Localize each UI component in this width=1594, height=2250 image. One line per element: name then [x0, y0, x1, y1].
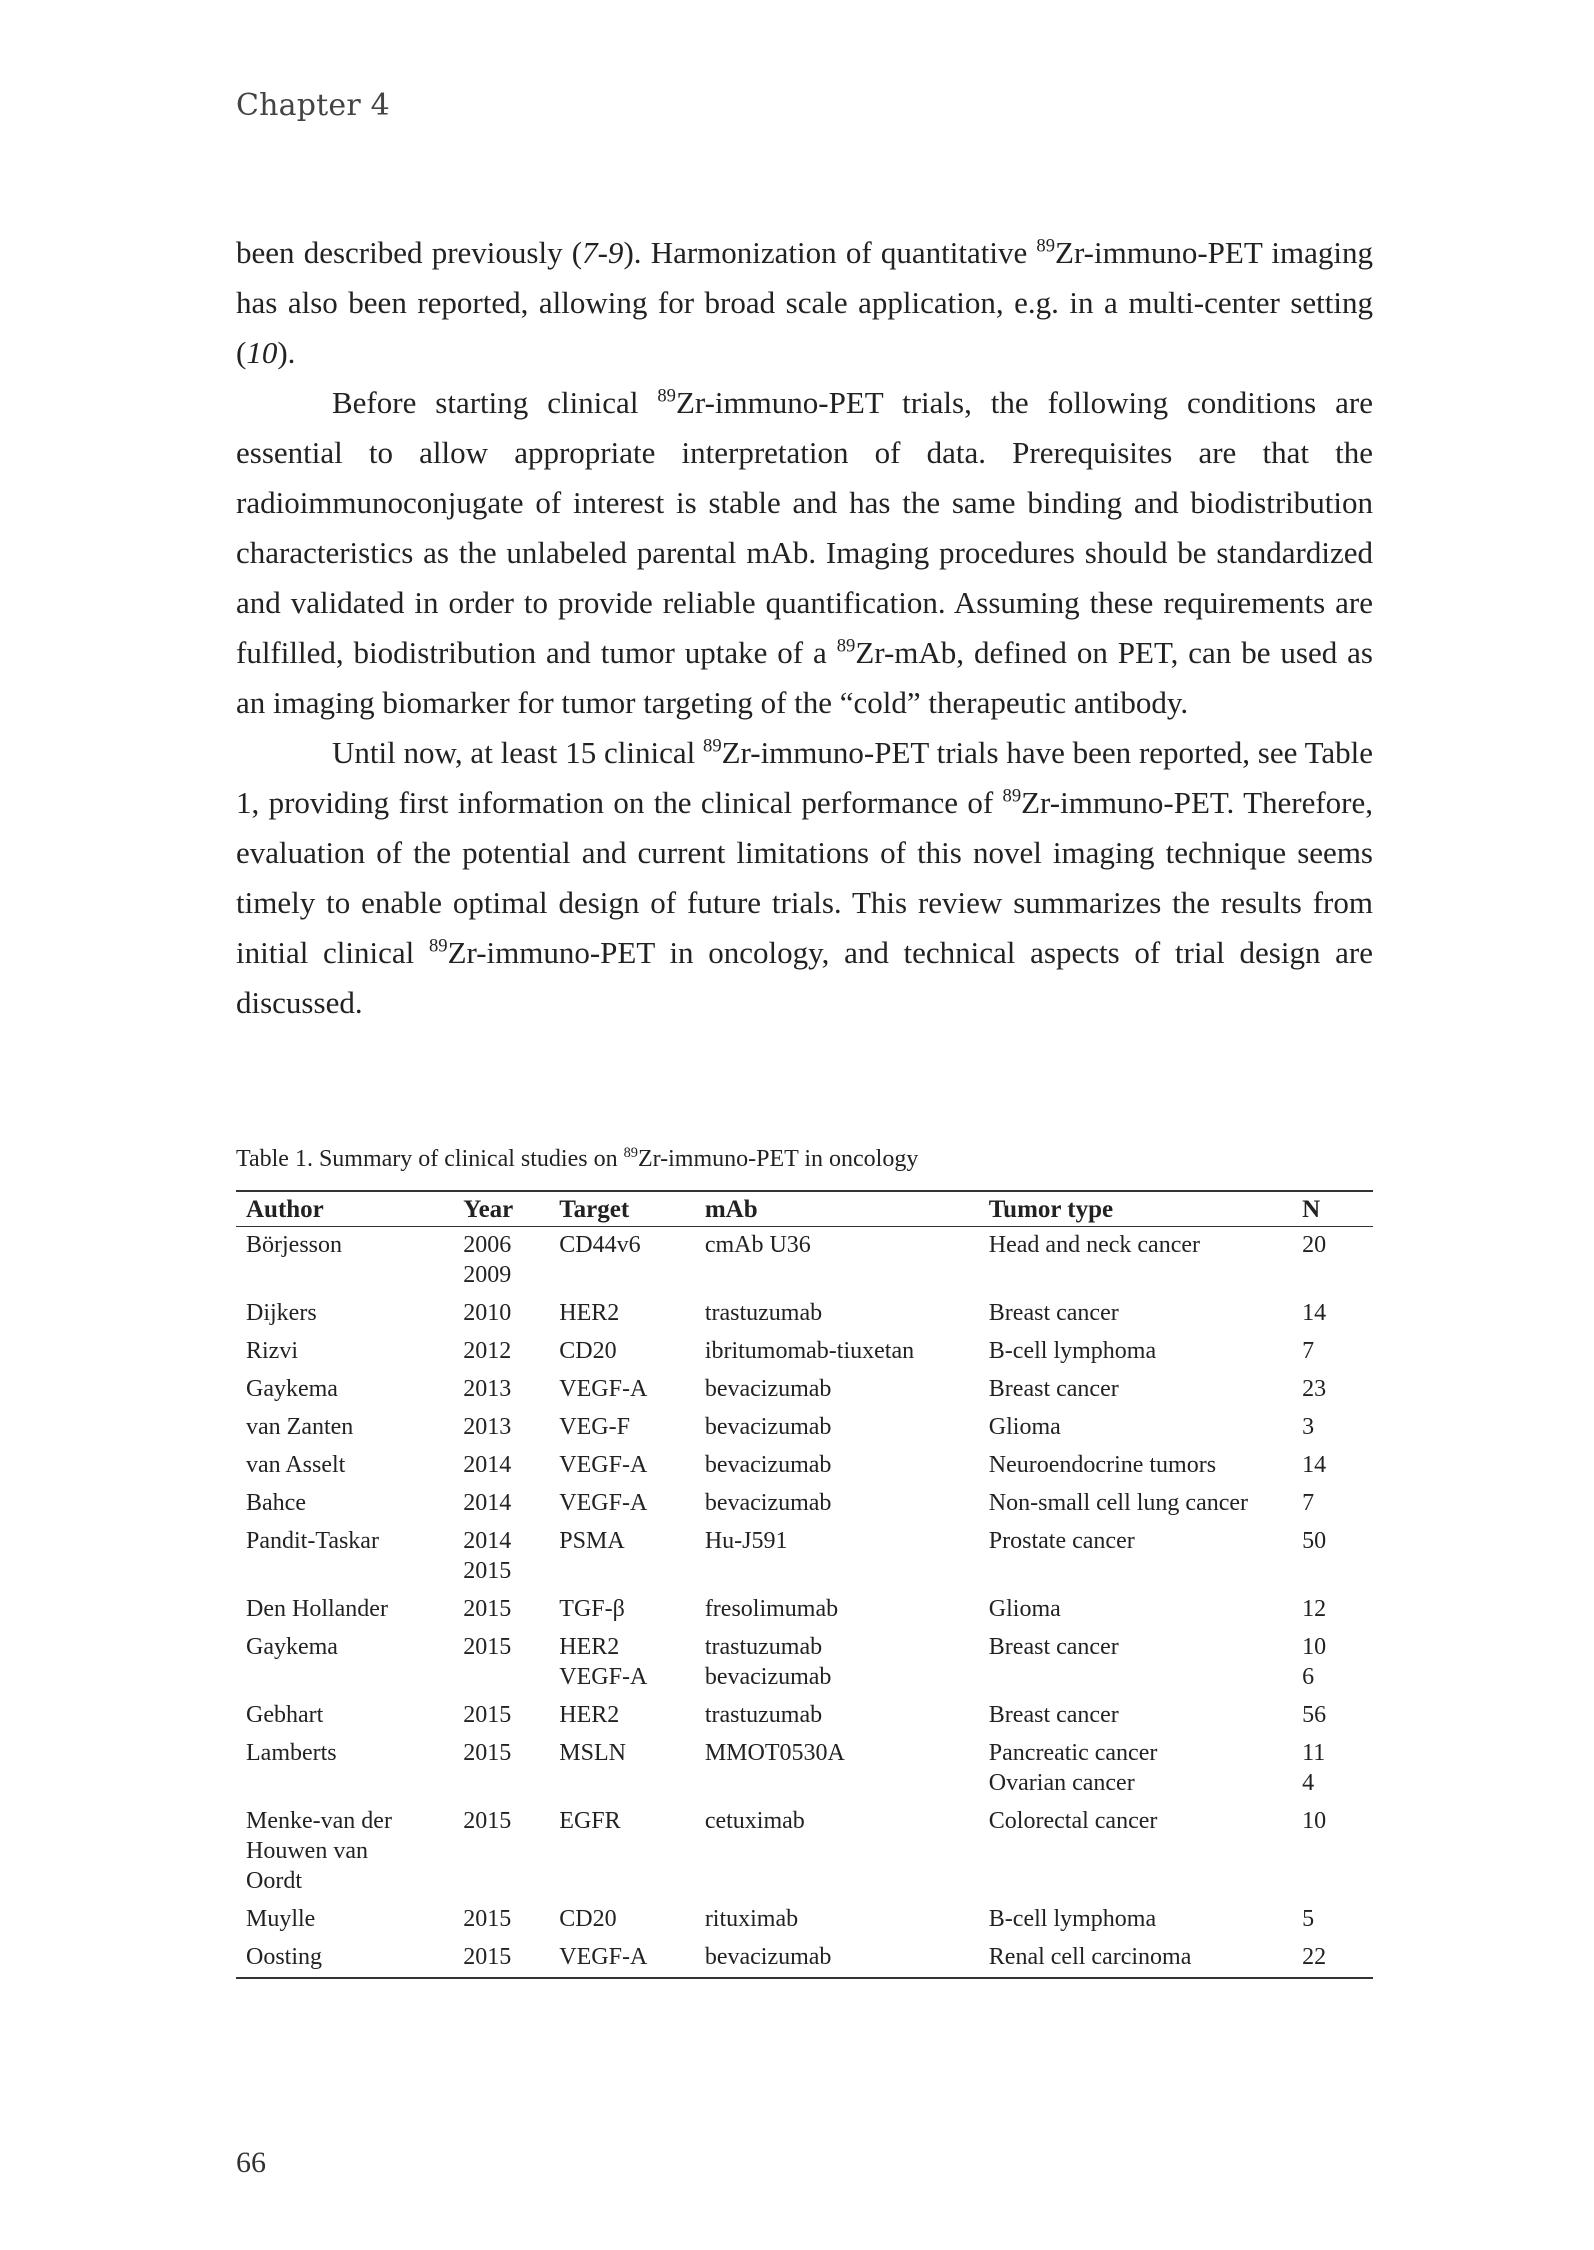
cell-line: TGF-β: [559, 1596, 625, 1622]
cell-line: Breast cancer: [988, 1376, 1119, 1402]
cell-line: bevacizumab: [704, 1414, 832, 1440]
cell-line: 2015: [463, 1740, 512, 1766]
cell-target: [549, 1485, 695, 1523]
cell-line: 14: [1302, 1452, 1327, 1478]
table-row: [236, 1939, 1373, 1978]
cell-line: 6: [1302, 1664, 1315, 1690]
cell-n: [1292, 1735, 1373, 1803]
cell-line: Breast cancer: [988, 1300, 1119, 1326]
cell-n: [1292, 1697, 1373, 1735]
text-run: Before starting clinical: [332, 385, 658, 420]
superscript: 89: [428, 935, 448, 957]
cell-mab: [695, 1409, 979, 1447]
header-author: Author: [236, 1191, 453, 1227]
cell-line: CD20: [559, 1906, 617, 1932]
cell-line: 2015: [463, 1634, 512, 1660]
cell-year: [453, 1227, 549, 1296]
table-body: [236, 1227, 1373, 1979]
cell-n: [1292, 1227, 1373, 1296]
cell-year: [453, 1629, 549, 1697]
header-n: N: [1292, 1191, 1373, 1227]
cell-line: 2009: [463, 1262, 512, 1288]
table-row: [236, 1901, 1373, 1939]
superscript: 89: [1002, 785, 1022, 807]
cell-line: 2015: [463, 1558, 512, 1584]
cell-line: VEGF-A: [559, 1664, 648, 1690]
cell-line: van Zanten: [246, 1414, 354, 1440]
cell-line: 3: [1302, 1414, 1315, 1440]
cell-author: [236, 1591, 453, 1629]
cell-mab: [695, 1735, 979, 1803]
cell-n: [1292, 1295, 1373, 1333]
cell-line: 2012: [463, 1338, 512, 1364]
cell-line: VEGF-A: [559, 1944, 648, 1970]
text-run: Zr-immuno-PET trials have been reported, see Table 1, providing first information on the clinical performance of: [236, 735, 1374, 820]
table-row: [236, 1295, 1373, 1333]
cell-line: van Asselt: [246, 1452, 346, 1478]
body-text: [236, 228, 1373, 1028]
table-caption: [236, 1146, 918, 1173]
cell-line: 7: [1302, 1490, 1315, 1516]
cell-target: [549, 1803, 695, 1901]
cell-line: 10: [1302, 1634, 1327, 1660]
cell-line: cetuximab: [704, 1808, 805, 1834]
text-run: ).: [277, 335, 296, 370]
cell-author: [236, 1447, 453, 1485]
cell-author: [236, 1523, 453, 1591]
cell-year: [453, 1409, 549, 1447]
superscript: 89: [703, 735, 722, 757]
cell-tumor-type: [979, 1295, 1292, 1333]
cell-line: Muylle: [246, 1906, 316, 1932]
cell-n: [1292, 1901, 1373, 1939]
cell-line: 56: [1302, 1702, 1327, 1728]
cell-line: 2015: [463, 1944, 512, 1970]
cell-line: 2006: [463, 1232, 512, 1258]
cell-line: CD44v6: [559, 1232, 641, 1258]
table-row: [236, 1523, 1373, 1591]
cell-mab: [695, 1447, 979, 1485]
cell-line: VEGF-A: [559, 1452, 648, 1478]
cell-year: [453, 1295, 549, 1333]
studies-table: [236, 1190, 1373, 1979]
cell-line: 22: [1302, 1944, 1327, 1970]
cell-n: [1292, 1629, 1373, 1697]
cell-target: [549, 1227, 695, 1296]
cell-n: [1292, 1409, 1373, 1447]
superscript: 89: [1036, 235, 1056, 257]
cell-mab: [695, 1485, 979, 1523]
cell-line: 4: [1302, 1770, 1315, 1796]
cell-line: HER2: [559, 1634, 620, 1660]
cell-line: Prostate cancer: [988, 1528, 1135, 1554]
cell-target: [549, 1939, 695, 1978]
cell-line: MMOT0530A: [704, 1740, 845, 1766]
header-year: Year: [453, 1191, 549, 1227]
cell-mab: [695, 1803, 979, 1901]
cell-year: [453, 1333, 549, 1371]
cell-mab: [695, 1371, 979, 1409]
cell-line: 12: [1302, 1596, 1327, 1622]
cell-year: [453, 1939, 549, 1978]
cell-line: 2014: [463, 1490, 512, 1516]
cell-author: [236, 1295, 453, 1333]
table-row: [236, 1697, 1373, 1735]
cell-target: [549, 1409, 695, 1447]
cell-line: Börjesson: [246, 1232, 342, 1258]
cell-line: 11: [1302, 1740, 1326, 1766]
cell-target: [549, 1901, 695, 1939]
cell-author: [236, 1371, 453, 1409]
cell-line: Lamberts: [246, 1740, 337, 1766]
cell-line: Menke-van der: [246, 1808, 392, 1834]
cell-tumor-type: [979, 1523, 1292, 1591]
cell-line: 2010: [463, 1300, 512, 1326]
cell-line: Glioma: [988, 1596, 1061, 1622]
cell-mab: [695, 1333, 979, 1371]
cell-author: [236, 1901, 453, 1939]
cell-line: Gaykema: [246, 1376, 338, 1402]
table-row: [236, 1735, 1373, 1803]
table-caption-suffix: Zr-immuno-PET in oncology: [637, 1146, 919, 1172]
cell-line: trastuzumab: [704, 1702, 823, 1728]
cell-line: bevacizumab: [704, 1376, 832, 1402]
cell-line: bevacizumab: [704, 1664, 832, 1690]
cell-line: 7: [1302, 1338, 1315, 1364]
cell-line: VEG-F: [559, 1414, 630, 1440]
cell-target: [549, 1371, 695, 1409]
table-caption-superscript: 89: [623, 1145, 638, 1161]
cell-line: VEGF-A: [559, 1376, 648, 1402]
cell-line: Den Hollander: [246, 1596, 388, 1622]
paragraph: [236, 728, 1373, 1028]
cell-line: 20: [1302, 1232, 1327, 1258]
cell-line: Non-small cell lung cancer: [988, 1490, 1249, 1516]
cell-year: [453, 1591, 549, 1629]
cell-year: [453, 1485, 549, 1523]
cell-mab: [695, 1901, 979, 1939]
cell-tumor-type: [979, 1735, 1292, 1803]
cell-tumor-type: [979, 1409, 1292, 1447]
cell-author: [236, 1697, 453, 1735]
cell-line: cmAb U36: [704, 1232, 811, 1258]
cell-line: 2015: [463, 1906, 512, 1932]
header-tumor-type: Tumor type: [979, 1191, 1292, 1227]
cell-line: MSLN: [559, 1740, 626, 1766]
header-mab: mAb: [695, 1191, 979, 1227]
cell-line: bevacizumab: [704, 1944, 832, 1970]
cell-line: Ovarian cancer: [988, 1770, 1135, 1796]
cell-line: 2013: [463, 1376, 512, 1402]
cell-mab: [695, 1629, 979, 1697]
cell-author: [236, 1333, 453, 1371]
cell-target: [549, 1523, 695, 1591]
cell-target: [549, 1333, 695, 1371]
cell-author: [236, 1939, 453, 1978]
cell-line: Head and neck cancer: [988, 1232, 1200, 1258]
cell-line: PSMA: [559, 1528, 625, 1554]
cell-line: bevacizumab: [704, 1452, 832, 1478]
text-run: Zr-immuno-PET imaging has also been reported, allowing for broad scale application, e.g. in a multi-center setting (: [236, 235, 1373, 370]
cell-mab: [695, 1227, 979, 1296]
cell-author: [236, 1485, 453, 1523]
cell-line: ibritumomab-tiuxetan: [704, 1338, 915, 1364]
table-row: [236, 1371, 1373, 1409]
table-row: [236, 1227, 1373, 1296]
cell-line: HER2: [559, 1702, 620, 1728]
cell-author: [236, 1629, 453, 1697]
table-row: [236, 1629, 1373, 1697]
paragraph: [236, 228, 1373, 378]
cell-line: 2015: [463, 1596, 512, 1622]
cell-target: [549, 1735, 695, 1803]
cell-tumor-type: [979, 1629, 1292, 1697]
cell-line: Pancreatic cancer: [988, 1740, 1158, 1766]
cell-year: [453, 1803, 549, 1901]
cell-line: 5: [1302, 1906, 1315, 1932]
cell-n: [1292, 1333, 1373, 1371]
text-run: been described previously (: [236, 235, 583, 270]
cell-n: [1292, 1485, 1373, 1523]
cell-year: [453, 1447, 549, 1485]
superscript: 89: [836, 635, 856, 657]
cell-line: Breast cancer: [988, 1634, 1119, 1660]
cell-line: 2014: [463, 1528, 512, 1554]
table-row: [236, 1803, 1373, 1901]
table-row: [236, 1591, 1373, 1629]
cell-n: [1292, 1939, 1373, 1978]
italic-citation: 7-9: [582, 235, 624, 270]
paragraph: [236, 378, 1373, 728]
cell-line: Bahce: [246, 1490, 306, 1516]
cell-line: 50: [1302, 1528, 1327, 1554]
header-target: Target: [549, 1191, 695, 1227]
cell-n: [1292, 1803, 1373, 1901]
cell-line: Gaykema: [246, 1634, 338, 1660]
cell-line: Oordt: [246, 1868, 302, 1894]
cell-n: [1292, 1591, 1373, 1629]
cell-mab: [695, 1295, 979, 1333]
cell-line: 2014: [463, 1452, 512, 1478]
cell-target: [549, 1295, 695, 1333]
cell-target: [549, 1447, 695, 1485]
text-run: ). Harmonization of quantitative: [623, 235, 1037, 270]
cell-line: Houwen van: [246, 1838, 368, 1864]
cell-year: [453, 1523, 549, 1591]
cell-n: [1292, 1447, 1373, 1485]
cell-line: 14: [1302, 1300, 1327, 1326]
cell-mab: [695, 1523, 979, 1591]
text-run: Zr-immuno-PET in oncology, and technical aspects of trial design are discussed.: [236, 935, 1373, 1020]
cell-line: B-cell lymphoma: [988, 1338, 1157, 1364]
cell-target: [549, 1591, 695, 1629]
cell-line: VEGF-A: [559, 1490, 648, 1516]
cell-tumor-type: [979, 1333, 1292, 1371]
table-row: [236, 1333, 1373, 1371]
text-run: Zr-mAb, defined on PET, can be used as an imaging biomarker for tumor targeting of the “cold” therapeutic antibody.: [236, 635, 1373, 720]
cell-line: fresolimumab: [704, 1596, 839, 1622]
table-header-row: [236, 1191, 1373, 1227]
cell-line: CD20: [559, 1338, 617, 1364]
italic-citation: 10: [246, 335, 278, 370]
cell-line: 2015: [463, 1702, 512, 1728]
cell-line: EGFR: [559, 1808, 621, 1834]
table-row: [236, 1409, 1373, 1447]
cell-year: [453, 1735, 549, 1803]
cell-mab: [695, 1697, 979, 1735]
cell-mab: [695, 1939, 979, 1978]
cell-line: Glioma: [988, 1414, 1061, 1440]
cell-line: Neuroendocrine tumors: [988, 1452, 1217, 1478]
cell-tumor-type: [979, 1591, 1292, 1629]
cell-line: bevacizumab: [704, 1490, 832, 1516]
cell-author: [236, 1227, 453, 1296]
cell-line: 2013: [463, 1414, 512, 1440]
cell-mab: [695, 1591, 979, 1629]
cell-target: [549, 1629, 695, 1697]
text-run: Until now, at least 15 clinical: [332, 735, 704, 770]
cell-line: 10: [1302, 1808, 1327, 1834]
cell-tumor-type: [979, 1447, 1292, 1485]
cell-line: Dijkers: [246, 1300, 317, 1326]
cell-line: 2015: [463, 1808, 512, 1834]
cell-tumor-type: [979, 1485, 1292, 1523]
cell-tumor-type: [979, 1371, 1292, 1409]
cell-line: trastuzumab: [704, 1300, 823, 1326]
cell-line: HER2: [559, 1300, 620, 1326]
cell-line: Rizvi: [246, 1338, 298, 1364]
cell-line: Hu-J591: [704, 1528, 788, 1554]
cell-year: [453, 1371, 549, 1409]
cell-line: Renal cell carcinoma: [988, 1944, 1192, 1970]
cell-line: Gebhart: [246, 1702, 324, 1728]
cell-tumor-type: [979, 1803, 1292, 1901]
cell-author: [236, 1409, 453, 1447]
cell-line: Breast cancer: [988, 1702, 1119, 1728]
table-caption-prefix: Table 1. Summary of clinical studies on: [236, 1146, 624, 1172]
table-row: [236, 1485, 1373, 1523]
cell-tumor-type: [979, 1227, 1292, 1296]
cell-n: [1292, 1371, 1373, 1409]
cell-line: 23: [1302, 1376, 1327, 1402]
cell-author: [236, 1735, 453, 1803]
cell-line: trastuzumab: [704, 1634, 823, 1660]
running-head: Chapter 4: [236, 88, 390, 123]
cell-tumor-type: [979, 1901, 1292, 1939]
cell-line: Oosting: [246, 1944, 323, 1970]
cell-line: Colorectal cancer: [988, 1808, 1158, 1834]
cell-n: [1292, 1523, 1373, 1591]
page-number: 66: [236, 2146, 266, 2179]
superscript: 89: [657, 385, 676, 407]
text-run: Zr-immuno-PET trials, the following conditions are essential to allow appropriate interpretation of data. Prerequisites are that the radioimmunoconjugate of interest is stable and has the same binding and biodistribution characteristics as the unlabeled parental mAb. Imaging procedures should be standardized and validated in order to provide reliable quantification. Assuming these requirements are fulfilled, biodistribution and tumor uptake of a: [236, 385, 1373, 670]
cell-author: [236, 1803, 453, 1901]
cell-line: Pandit-Taskar: [246, 1528, 379, 1554]
text-run: Zr-immuno-PET. Therefore, evaluation of the potential and current limitations of this novel imaging technique seems timely to enable optimal design of future trials. This review summarizes the results from initial clinical: [236, 785, 1374, 970]
cell-year: [453, 1697, 549, 1735]
cell-line: rituximab: [704, 1906, 799, 1932]
cell-year: [453, 1901, 549, 1939]
table-row: [236, 1447, 1373, 1485]
cell-tumor-type: [979, 1697, 1292, 1735]
cell-tumor-type: [979, 1939, 1292, 1978]
cell-target: [549, 1697, 695, 1735]
cell-line: B-cell lymphoma: [988, 1906, 1157, 1932]
